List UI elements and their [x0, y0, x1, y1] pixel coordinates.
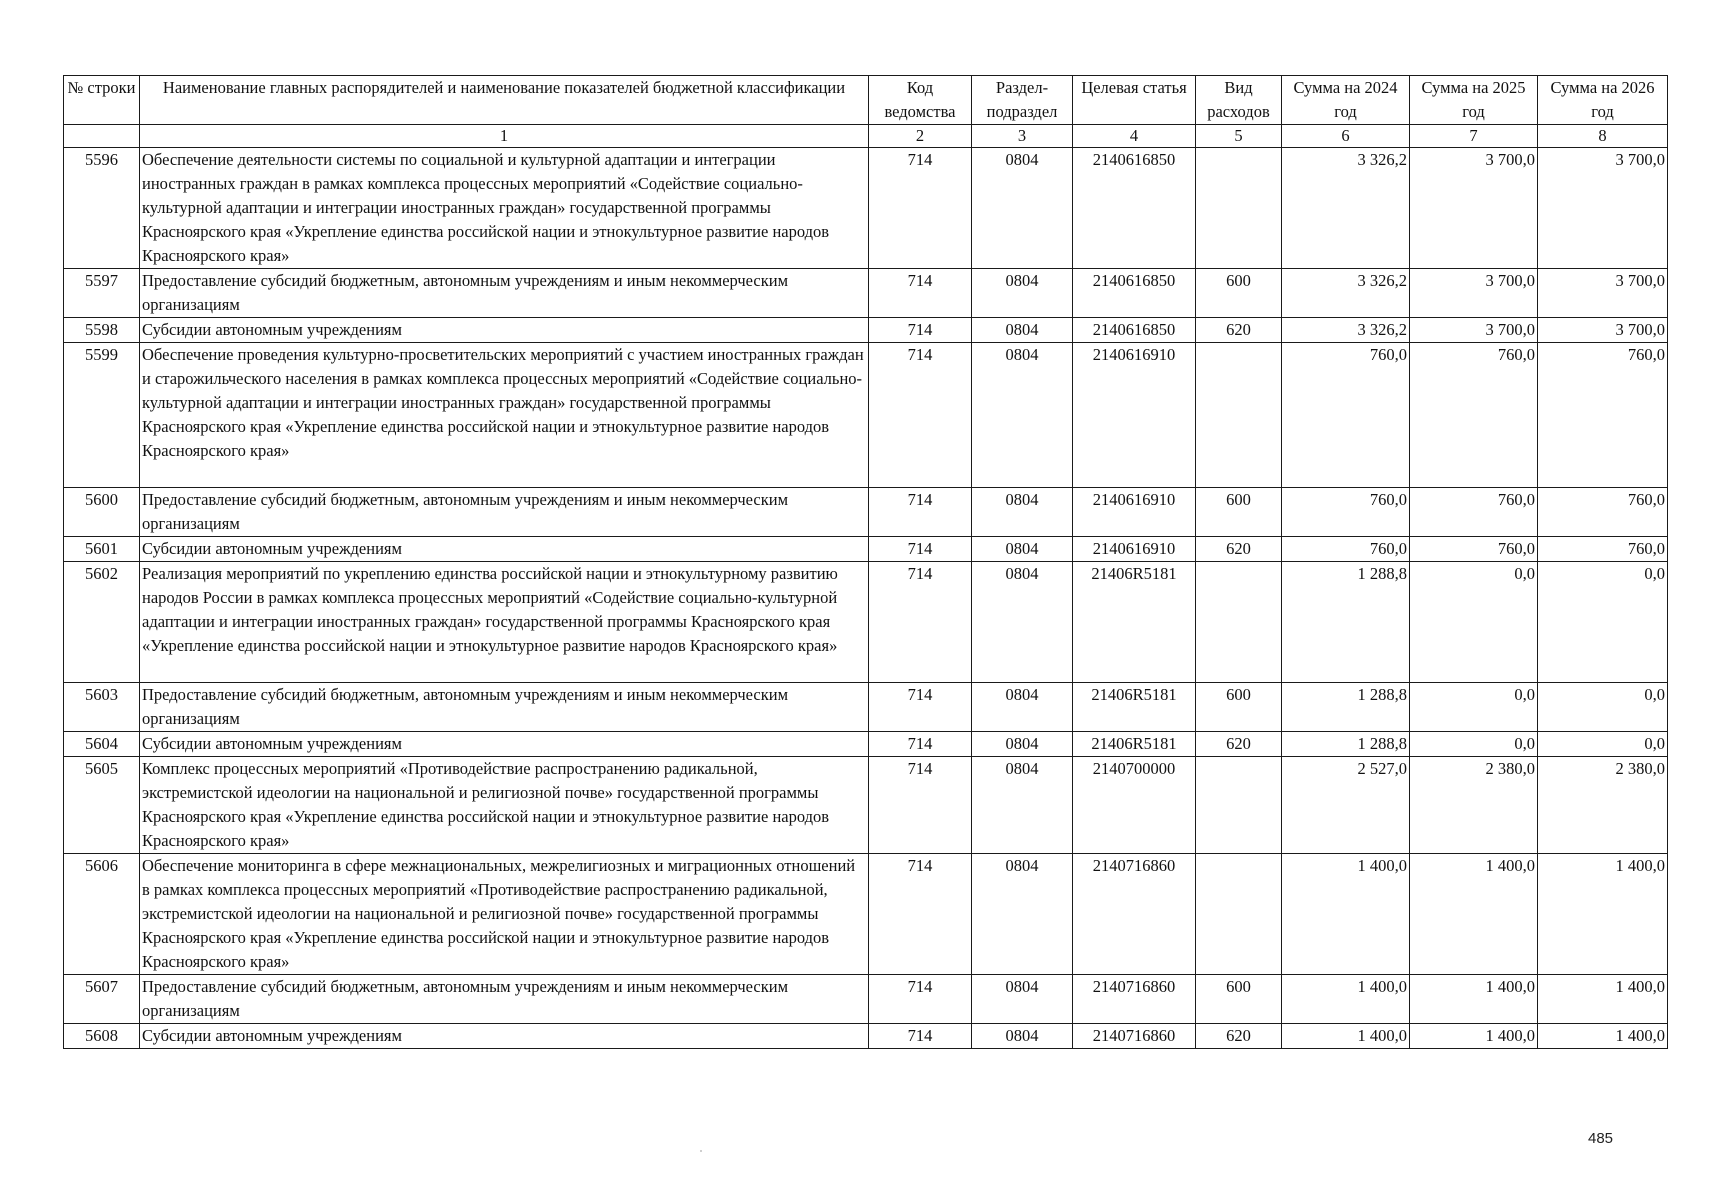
table-row [64, 975, 1668, 1024]
row-sum-2025: 1 400,0 [1410, 1024, 1538, 1049]
row-sum-2024: 2 527,0 [1282, 757, 1410, 854]
row-sum-2026: 3 700,0 [1538, 318, 1668, 343]
row-sum-2026: 0,0 [1538, 562, 1668, 683]
row-expense-kind: 620 [1196, 537, 1282, 562]
row-number: 5602 [64, 562, 140, 683]
row-sum-2025: 3 700,0 [1410, 318, 1538, 343]
row-sum-2026: 760,0 [1538, 488, 1668, 537]
row-section: 0804 [972, 537, 1073, 562]
row-section: 0804 [972, 757, 1073, 854]
row-name: Предоставление субсидий бюджетным, автономным учреждениям и иным некоммерческим организациям [140, 488, 869, 537]
row-target-article: 21406R5181 [1073, 683, 1196, 732]
row-number: 5597 [64, 269, 140, 318]
row-section: 0804 [972, 148, 1073, 269]
row-sum-2026: 0,0 [1538, 732, 1668, 757]
header-department-code: Код ведомства [869, 76, 972, 125]
row-department-code: 714 [869, 1024, 972, 1049]
page-number: 485 [1588, 1130, 1614, 1147]
row-sum-2024: 1 400,0 [1282, 854, 1410, 975]
row-department-code: 714 [869, 269, 972, 318]
column-numbers-row [64, 125, 1668, 148]
column-number: 6 [1282, 125, 1410, 148]
row-expense-kind: 600 [1196, 269, 1282, 318]
row-number: 5608 [64, 1024, 140, 1049]
row-sum-2025: 0,0 [1410, 562, 1538, 683]
row-section: 0804 [972, 488, 1073, 537]
column-number: 1 [140, 125, 869, 148]
row-name: Субсидии автономным учреждениям [140, 537, 869, 562]
row-number: 5603 [64, 683, 140, 732]
column-number [64, 125, 140, 148]
row-section: 0804 [972, 343, 1073, 488]
table-row [64, 148, 1668, 269]
column-number: 7 [1410, 125, 1538, 148]
row-section: 0804 [972, 562, 1073, 683]
row-sum-2026: 760,0 [1538, 343, 1668, 488]
row-sum-2025: 760,0 [1410, 343, 1538, 488]
row-section: 0804 [972, 318, 1073, 343]
row-section: 0804 [972, 975, 1073, 1024]
row-number: 5598 [64, 318, 140, 343]
header-sum-2026: Сумма на 2026 год [1538, 76, 1668, 125]
header-expense-kind: Вид расходов [1196, 76, 1282, 125]
row-name: Субсидии автономным учреждениям [140, 318, 869, 343]
row-sum-2024: 1 400,0 [1282, 975, 1410, 1024]
table-row [64, 1024, 1668, 1049]
row-name: Обеспечение мониторинга в сфере межнациональных, межрелигиозных и миграционных отношений в рамках комплекса процессных мероприятий «Противодействие распространению радикальной, экстремистской идеологии на национальной и религиозной почве» государственной программы Красноярского края «Укрепление единства российской нации и этнокультурное развитие народов Красноярского края» [140, 854, 869, 975]
row-expense-kind: 620 [1196, 1024, 1282, 1049]
row-name: Обеспечение проведения культурно-просветительских мероприятий с участием иностранных граждан и старожильческого населения в рамках комплекса процессных мероприятий «Содействие социально-культурной адаптации и интеграции иностранных граждан» государственной программы Красноярского края «Укрепление единства российской нации и этнокультурное развитие народов Красноярского края» [140, 343, 869, 488]
column-number: 8 [1538, 125, 1668, 148]
row-sum-2025: 0,0 [1410, 683, 1538, 732]
row-target-article: 2140616910 [1073, 488, 1196, 537]
row-sum-2024: 3 326,2 [1282, 318, 1410, 343]
row-target-article: 2140716860 [1073, 1024, 1196, 1049]
row-section: 0804 [972, 269, 1073, 318]
row-name: Субсидии автономным учреждениям [140, 732, 869, 757]
row-expense-kind [1196, 757, 1282, 854]
row-department-code: 714 [869, 975, 972, 1024]
row-sum-2026: 760,0 [1538, 537, 1668, 562]
row-name: Комплекс процессных мероприятий «Противодействие распространению радикальной, экстремистской идеологии на национальной и религиозной почве» государственной программы Красноярского края «Укрепление единства российской нации и этнокультурное развитие народов Красноярского края» [140, 757, 869, 854]
column-number: 5 [1196, 125, 1282, 148]
row-expense-kind: 600 [1196, 975, 1282, 1024]
row-sum-2024: 1 400,0 [1282, 1024, 1410, 1049]
table-row [64, 683, 1668, 732]
row-department-code: 714 [869, 318, 972, 343]
row-name: Субсидии автономным учреждениям [140, 1024, 869, 1049]
row-sum-2025: 3 700,0 [1410, 148, 1538, 269]
header-row-number: № строки [64, 76, 140, 125]
table-row [64, 854, 1668, 975]
row-sum-2026: 3 700,0 [1538, 269, 1668, 318]
row-sum-2025: 0,0 [1410, 732, 1538, 757]
row-department-code: 714 [869, 757, 972, 854]
row-number: 5605 [64, 757, 140, 854]
row-target-article: 2140716860 [1073, 975, 1196, 1024]
row-sum-2026: 2 380,0 [1538, 757, 1668, 854]
header-sum-2025: Сумма на 2025 год [1410, 76, 1538, 125]
row-section: 0804 [972, 683, 1073, 732]
row-sum-2025: 1 400,0 [1410, 975, 1538, 1024]
row-expense-kind [1196, 854, 1282, 975]
row-sum-2025: 3 700,0 [1410, 269, 1538, 318]
row-department-code: 714 [869, 732, 972, 757]
row-sum-2024: 760,0 [1282, 488, 1410, 537]
row-section: 0804 [972, 732, 1073, 757]
row-target-article: 2140616910 [1073, 537, 1196, 562]
row-department-code: 714 [869, 537, 972, 562]
row-name: Обеспечение деятельности системы по социальной и культурной адаптации и интеграции иностранных граждан в рамках комплекса процессных мероприятий «Содействие социально-культурной адаптации и интеграции иностранных граждан» государственной программы Красноярского края «Укрепление единства российской нации и этнокультурное развитие народов Красноярского края» [140, 148, 869, 269]
row-target-article: 2140616850 [1073, 148, 1196, 269]
header-target-article: Целевая статья [1073, 76, 1196, 125]
row-name: Предоставление субсидий бюджетным, автономным учреждениям и иным некоммерческим организациям [140, 683, 869, 732]
row-department-code: 714 [869, 562, 972, 683]
row-number: 5599 [64, 343, 140, 488]
row-expense-kind: 620 [1196, 318, 1282, 343]
table-row [64, 318, 1668, 343]
row-sum-2026: 1 400,0 [1538, 1024, 1668, 1049]
column-number: 4 [1073, 125, 1196, 148]
row-sum-2024: 3 326,2 [1282, 148, 1410, 269]
row-department-code: 714 [869, 683, 972, 732]
table-header-row [64, 76, 1668, 125]
row-target-article: 2140616850 [1073, 318, 1196, 343]
column-number: 3 [972, 125, 1073, 148]
header-name: Наименование главных распорядителей и наименование показателей бюджетной классификации [140, 76, 869, 125]
row-number: 5604 [64, 732, 140, 757]
row-number: 5600 [64, 488, 140, 537]
row-sum-2026: 1 400,0 [1538, 975, 1668, 1024]
header-section: Раздел-подраздел [972, 76, 1073, 125]
table-row [64, 732, 1668, 757]
row-target-article: 2140616850 [1073, 269, 1196, 318]
row-number: 5596 [64, 148, 140, 269]
row-department-code: 714 [869, 488, 972, 537]
row-target-article: 2140616910 [1073, 343, 1196, 488]
row-target-article: 2140716860 [1073, 854, 1196, 975]
table-row [64, 343, 1668, 488]
row-sum-2024: 760,0 [1282, 537, 1410, 562]
table-row [64, 757, 1668, 854]
row-expense-kind: 600 [1196, 488, 1282, 537]
scan-speck [700, 1150, 702, 1152]
row-sum-2025: 760,0 [1410, 488, 1538, 537]
column-number: 2 [869, 125, 972, 148]
row-sum-2024: 1 288,8 [1282, 732, 1410, 757]
row-expense-kind: 620 [1196, 732, 1282, 757]
row-number: 5606 [64, 854, 140, 975]
row-sum-2024: 760,0 [1282, 343, 1410, 488]
row-sum-2025: 1 400,0 [1410, 854, 1538, 975]
row-name: Предоставление субсидий бюджетным, автономным учреждениям и иным некоммерческим организациям [140, 269, 869, 318]
table-row [64, 488, 1668, 537]
row-name: Реализация мероприятий по укреплению единства российской нации и этнокультурному развитию народов России в рамках комплекса процессных мероприятий «Содействие социально-культурной адаптации и интеграции иностранных граждан» государственной программы Красноярского края «Укрепление единства российской нации и этнокультурное развитие народов Красноярского края» [140, 562, 869, 683]
row-sum-2026: 1 400,0 [1538, 854, 1668, 975]
table-row [64, 269, 1668, 318]
budget-table [63, 75, 1668, 1049]
table-row [64, 537, 1668, 562]
row-target-article: 21406R5181 [1073, 562, 1196, 683]
row-expense-kind [1196, 562, 1282, 683]
row-target-article: 2140700000 [1073, 757, 1196, 854]
row-sum-2024: 1 288,8 [1282, 562, 1410, 683]
row-number: 5607 [64, 975, 140, 1024]
row-department-code: 714 [869, 343, 972, 488]
row-expense-kind [1196, 343, 1282, 488]
row-name: Предоставление субсидий бюджетным, автономным учреждениям и иным некоммерческим организациям [140, 975, 869, 1024]
row-sum-2024: 1 288,8 [1282, 683, 1410, 732]
row-section: 0804 [972, 854, 1073, 975]
row-sum-2024: 3 326,2 [1282, 269, 1410, 318]
row-sum-2025: 760,0 [1410, 537, 1538, 562]
row-sum-2026: 3 700,0 [1538, 148, 1668, 269]
row-target-article: 21406R5181 [1073, 732, 1196, 757]
table-row [64, 562, 1668, 683]
row-sum-2025: 2 380,0 [1410, 757, 1538, 854]
row-department-code: 714 [869, 148, 972, 269]
row-sum-2026: 0,0 [1538, 683, 1668, 732]
header-sum-2024: Сумма на 2024 год [1282, 76, 1410, 125]
row-expense-kind: 600 [1196, 683, 1282, 732]
row-number: 5601 [64, 537, 140, 562]
row-section: 0804 [972, 1024, 1073, 1049]
row-department-code: 714 [869, 854, 972, 975]
row-expense-kind [1196, 148, 1282, 269]
